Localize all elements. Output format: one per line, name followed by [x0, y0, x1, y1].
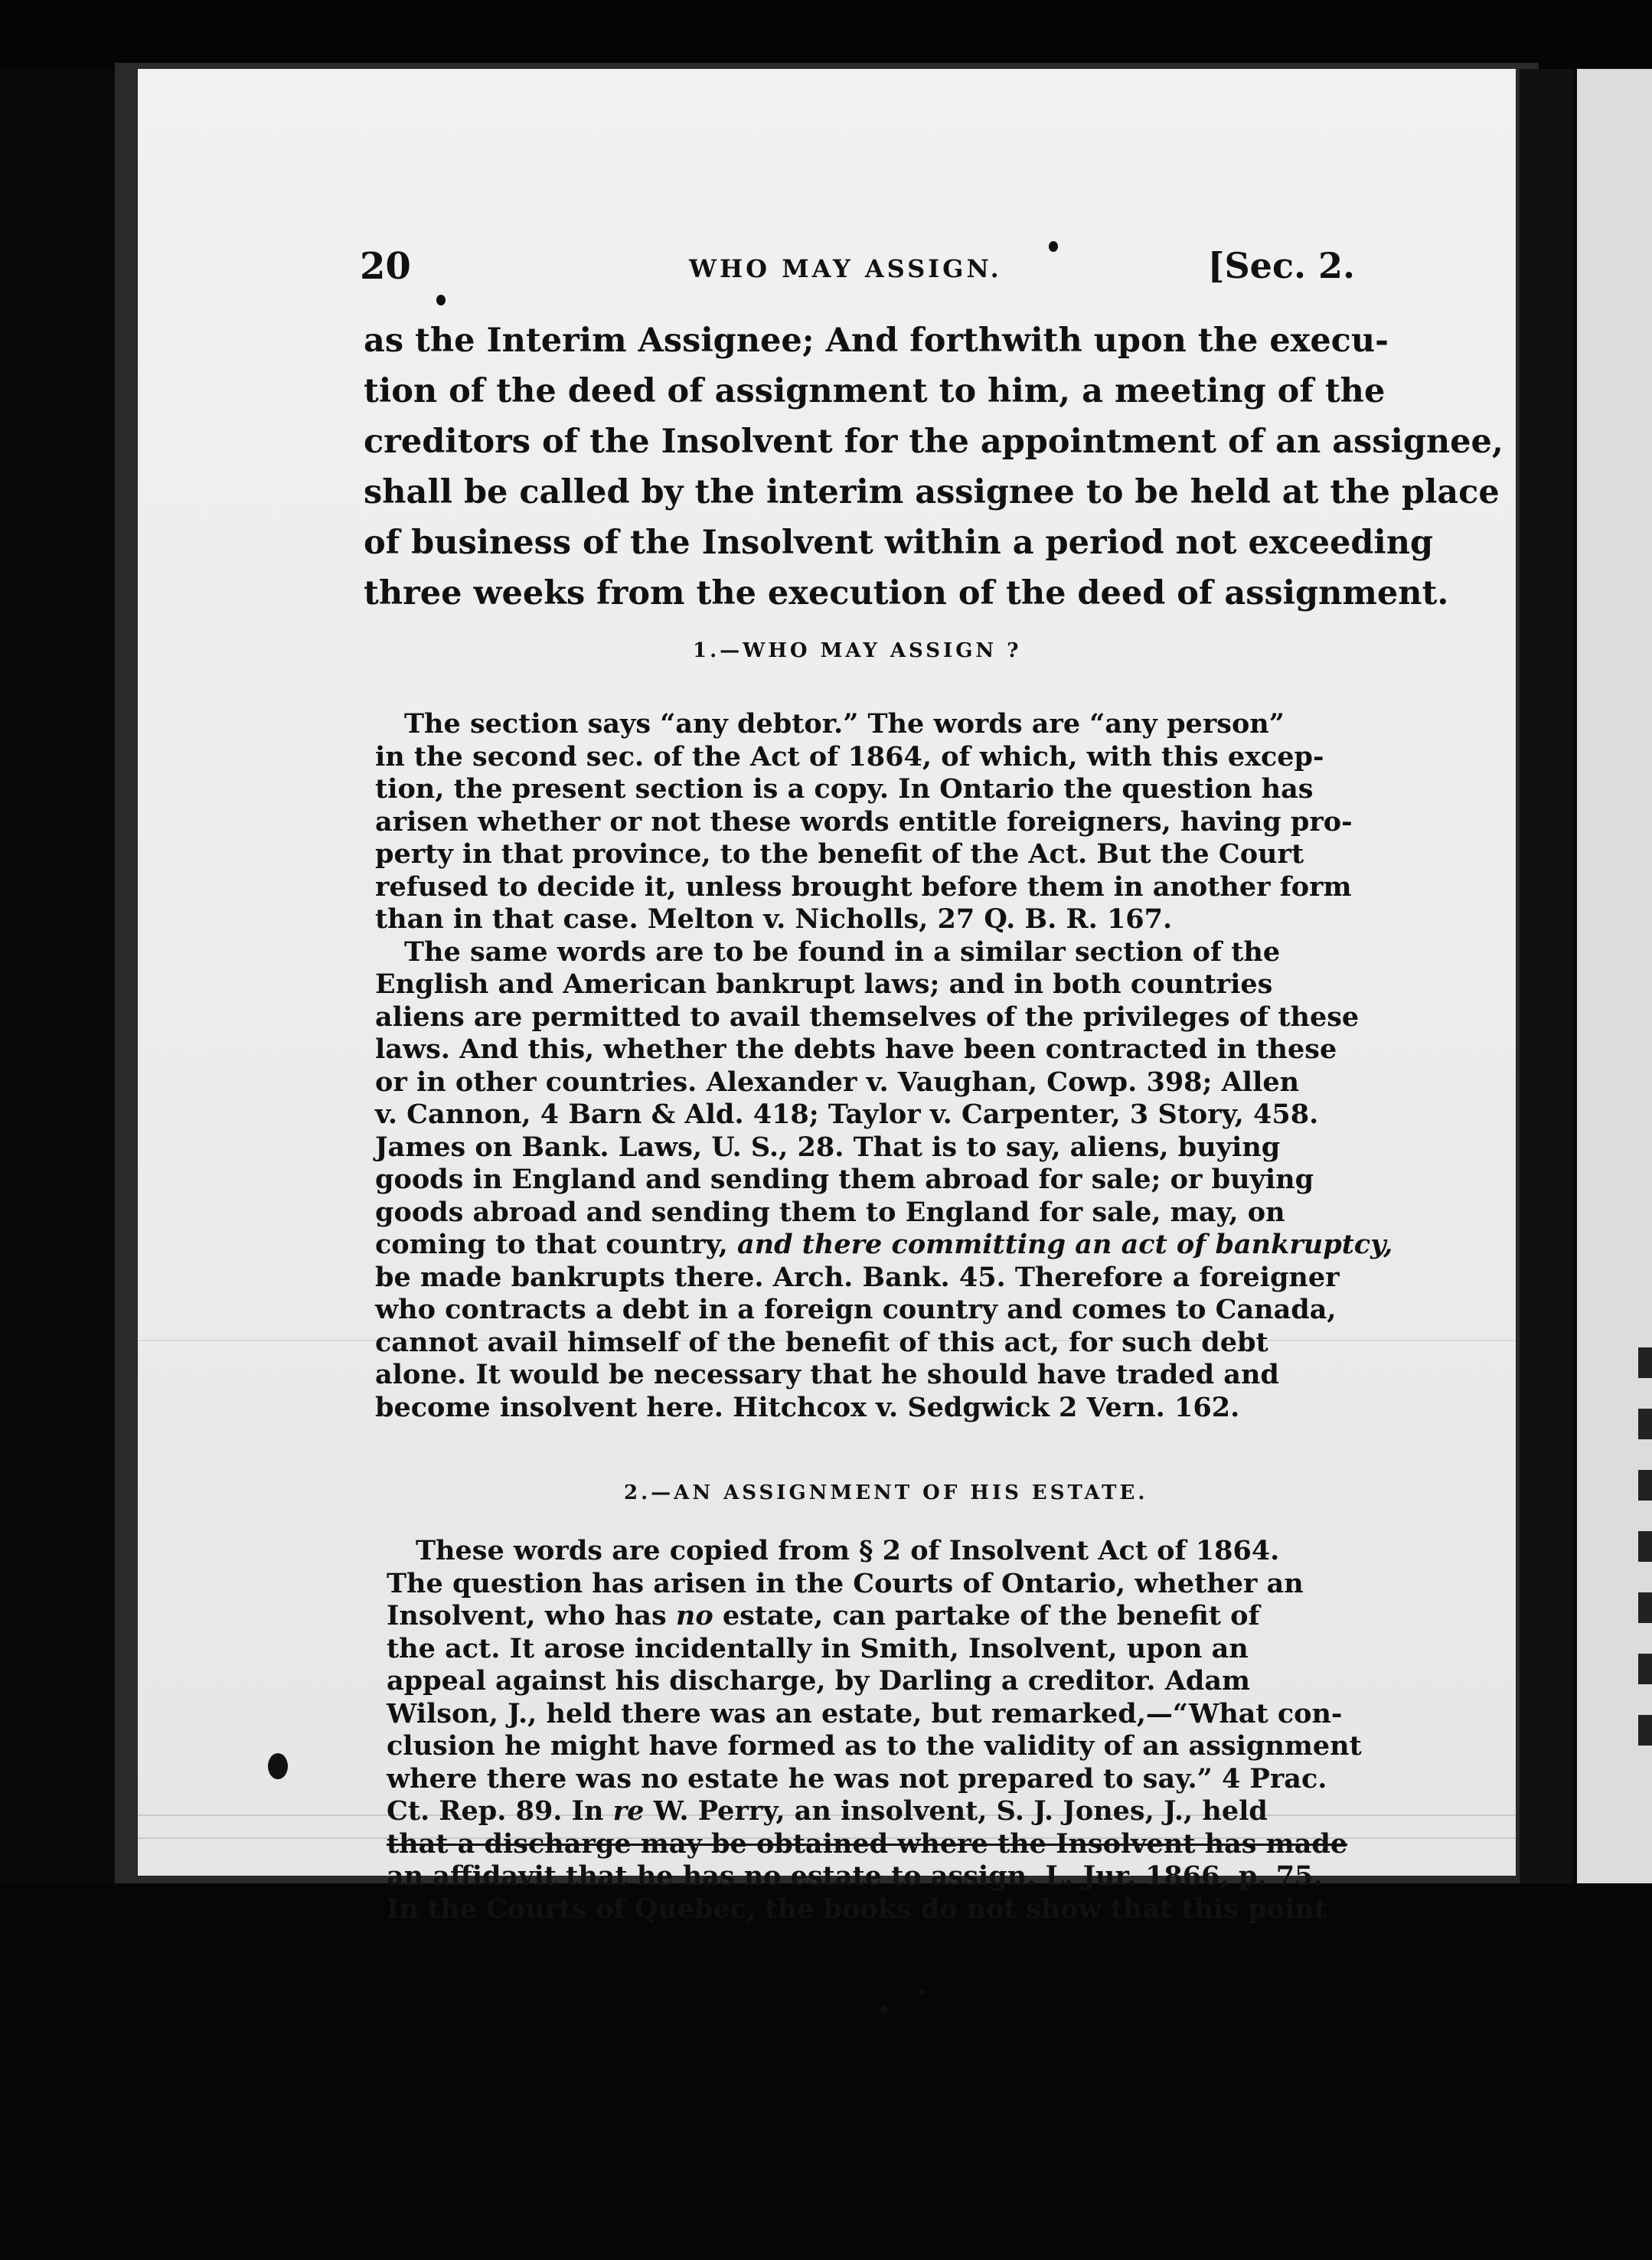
text-line: than in that case. Melton v. Nicholls, 27 Q. B. R. 167.: [375, 903, 1173, 935]
text-line: the act. It arose incidentally in Smith, Insolvent, upon an: [387, 1632, 1249, 1664]
text-line: tion of the deed of assignment to him, a meeting of the: [364, 372, 1386, 410]
text-line: [375, 1229, 1392, 1262]
lead-paragraph: [364, 315, 1503, 619]
text-line: clusion he might have formed as to the validity of an assignment: [387, 1730, 1362, 1762]
section-heading-1: 1.—WHO MAY ASSIGN ?: [693, 639, 1022, 662]
text-line: become insolvent here. Hitchcox v. Sedgwick 2 Vern. 162.: [375, 1391, 1240, 1423]
adjacent-page-strip: [1577, 69, 1652, 1906]
italic-run: no: [675, 1600, 713, 1631]
italic-run: re: [612, 1795, 645, 1827]
text-line: that a discharge may be obtained where the Insolvent has made: [387, 1827, 1348, 1860]
text-line: laws. And this, whether the debts have been contracted in these: [375, 1034, 1337, 1065]
text-line: These words are copied from § 2 of Insolvent Act of 1864.: [416, 1535, 1280, 1566]
text-line: v. Cannon, 4 Barn & Ald. 418; Taylor v. Carpenter, 3 Story, 458.: [375, 1099, 1319, 1130]
text-line: perty in that province, to the benefit of the Act. But the Court: [375, 838, 1304, 870]
binding-shadow: [1520, 69, 1573, 1922]
adjacent-page-glyph: [1638, 1592, 1652, 1623]
text-line: In the Courts of Quebec, the books do not show that this point: [387, 1893, 1327, 1925]
text-line: tion, the present section is a copy. In Ontario the question has: [375, 773, 1314, 805]
text-line: The same words are to be found in a similar section of the: [404, 936, 1281, 968]
text-run: W. Perry, an insolvent, S. J. Jones, J., held: [644, 1795, 1268, 1827]
scan-speck: [880, 2006, 888, 2013]
text-run: Insolvent, who has: [387, 1600, 676, 1631]
running-title: WHO MAY ASSIGN.: [689, 254, 1002, 283]
scan-speck: [436, 295, 446, 305]
text-line: where there was no estate he was not prepared to say.” 4 Prac.: [387, 1762, 1327, 1795]
film-border-bottom: [0, 1883, 1652, 2260]
text-line: three weeks from the execution of the deed of assignment.: [364, 574, 1449, 612]
text-line: aliens are permitted to avail themselves of the privileges of these: [375, 1001, 1360, 1033]
italic-run: and there committing an act of bankruptcy,: [736, 1229, 1393, 1260]
text-line: [387, 1795, 1362, 1828]
page-number: 20: [360, 245, 411, 288]
section-body-1: [375, 708, 1392, 1424]
text-line: an affidavit that he has no estate to assign. L. Jur. 1866, p. 75.: [387, 1860, 1323, 1892]
adjacent-page-glyph: [1638, 1409, 1652, 1439]
text-line: as the Interim Assignee; And forthwith upon the execu-: [364, 322, 1389, 360]
scan-speck: [919, 1989, 925, 1995]
scan-speck: [268, 1753, 288, 1779]
text-run: coming to that country,: [375, 1229, 737, 1260]
adjacent-page-glyph: [1638, 1470, 1652, 1501]
text-line: [387, 1600, 1362, 1633]
text-line: appeal against his discharge, by Darling a creditor. Adam: [387, 1665, 1251, 1697]
text-line: arisen whether or not these words entitle foreigners, having pro-: [375, 805, 1353, 838]
text-line: The question has arisen in the Courts of Ontario, whether an: [387, 1567, 1304, 1599]
text-line: goods in England and sending them abroad for sale; or buying: [375, 1164, 1314, 1195]
text-line: or in other countries. Alexander v. Vaughan, Cowp. 398; Allen: [375, 1066, 1300, 1098]
text-line: goods abroad and sending them to England for sale, may, on: [375, 1196, 1285, 1228]
text-line: James on Bank. Laws, U. S., 28. That is to say, aliens, buying: [375, 1131, 1281, 1163]
text-line: who contracts a debt in a foreign country and comes to Canada,: [375, 1294, 1337, 1325]
section-body-2: [387, 1535, 1362, 1925]
text-line: refused to decide it, unless brought before them in another form: [375, 870, 1352, 903]
adjacent-page-glyph: [1638, 1715, 1652, 1746]
text-line: be made bankrupts there. Arch. Bank. 45. Therefore a foreigner: [375, 1261, 1340, 1293]
adjacent-page-glyph: [1638, 1654, 1652, 1684]
text-line: shall be called by the interim assignee to be held at the place: [364, 473, 1500, 511]
text-line: cannot avail himself of the benefit of this act, for such debt: [375, 1326, 1268, 1358]
text-line: alone. It would be necessary that he should have traded and: [375, 1359, 1279, 1390]
running-header: [360, 245, 1355, 291]
text-line: English and American bankrupt laws; and in both countries: [375, 968, 1273, 1000]
adjacent-page-glyph: [1638, 1531, 1652, 1562]
film-border-top: [0, 0, 1652, 69]
adjacent-page-glyph: [1638, 1347, 1652, 1378]
section-heading-2: 2.—AN ASSIGNMENT OF HIS ESTATE.: [624, 1481, 1148, 1504]
text-run: Ct. Rep. 89. In: [387, 1795, 613, 1827]
text-line: The section says “any debtor.” The words are “any person”: [404, 708, 1285, 740]
text-line: creditors of the Insolvent for the appointment of an assignee,: [364, 423, 1503, 461]
section-reference: [Sec. 2.: [1207, 245, 1355, 286]
text-line: Wilson, J., held there was an estate, but remarked,—“What con-: [387, 1697, 1343, 1729]
text-line: of business of the Insolvent within a period not exceeding: [364, 524, 1434, 562]
scan-speck: [1049, 241, 1058, 252]
text-line: in the second sec. of the Act of 1864, of which, with this excep-: [375, 740, 1324, 772]
text-run: estate, can partake of the benefit of: [713, 1600, 1260, 1631]
